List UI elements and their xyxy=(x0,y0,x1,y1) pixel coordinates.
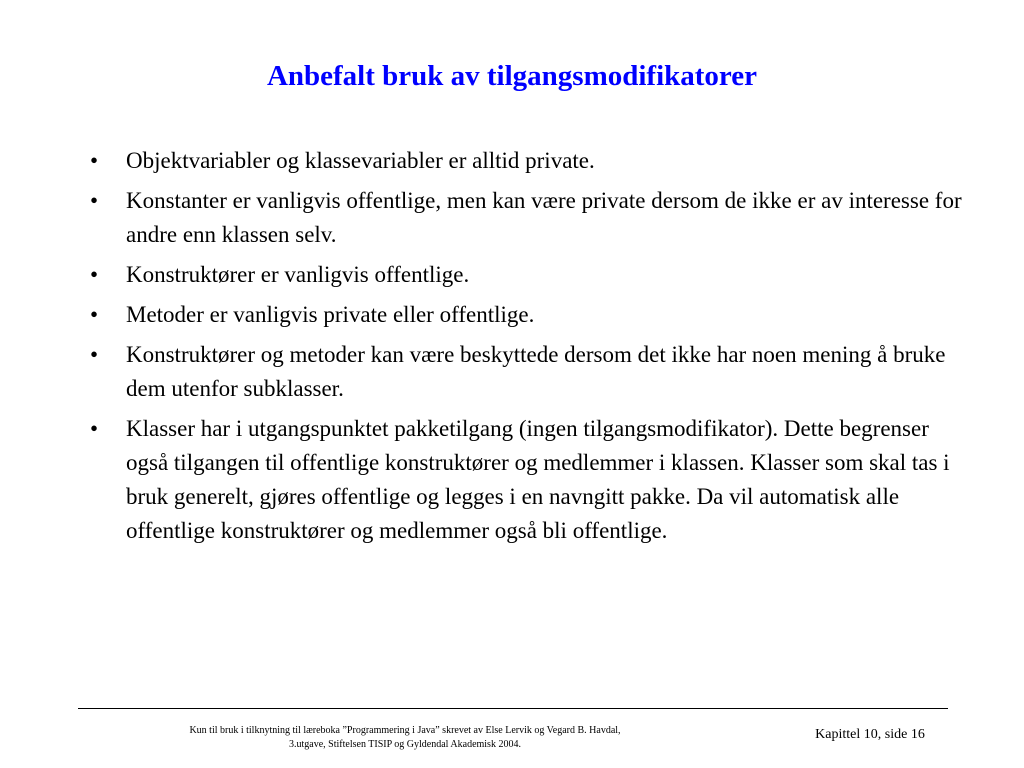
footer-divider xyxy=(78,708,948,709)
bullet-text: Metoder er vanligvis private eller offentlige. xyxy=(126,302,535,327)
bullet-marker: • xyxy=(90,302,99,327)
bullet-item xyxy=(86,258,966,292)
bullet-marker: • xyxy=(90,416,99,441)
bullet-text: Konstanter er vanligvis offentlige, men kan være private dersom de ikke er av interesse for andre enn klassen selv. xyxy=(126,188,962,247)
bullet-marker: • xyxy=(90,342,99,367)
bullet-text: Konstruktører er vanligvis offentlige. xyxy=(126,262,470,287)
bullet-text: Objektvariabler og klassevariabler er alltid private. xyxy=(126,148,595,173)
bullet-text: Konstruktører og metoder kan være beskyttede dersom det ikke har noen mening å bruke dem utenfor subklasser. xyxy=(126,342,946,401)
bullet-item xyxy=(86,412,966,548)
bullet-marker: • xyxy=(90,148,99,173)
footer-note-line: 3.utgave, Stiftelsen TISIP og Gyldendal Akademisk 2004. xyxy=(289,739,521,750)
bullet-marker: • xyxy=(90,262,99,287)
page-reference: Kapittel 10, side 16 xyxy=(815,727,925,742)
footer-note-line: Kun til bruk i tilknytning til læreboka ”Programmering i Java” skrevet av Else Lervik og Vegard B. Havdal, xyxy=(189,725,621,736)
bullet-item xyxy=(86,144,966,178)
bullet-item xyxy=(86,184,966,252)
slide-title: Anbefalt bruk av tilgangsmodifikatorer xyxy=(266,60,758,92)
bullet-marker: • xyxy=(90,188,99,213)
footer-copyright-note xyxy=(130,724,680,752)
bullet-item xyxy=(86,338,966,406)
bullet-item xyxy=(86,298,966,332)
bullet-list xyxy=(86,144,966,554)
bullet-text: Klasser har i utgangspunktet pakketilgang (ingen tilgangsmodifikator). Dette begrenser også tilgangen til offentlige konstruktører og medlemmer i klassen. Klasser som skal tas i bruk generelt, gjøres offentlige og legges i en navngitt pakke. Da vil automatisk alle offentlige konstruktører og medlemmer også bli offentlige. xyxy=(126,416,950,543)
